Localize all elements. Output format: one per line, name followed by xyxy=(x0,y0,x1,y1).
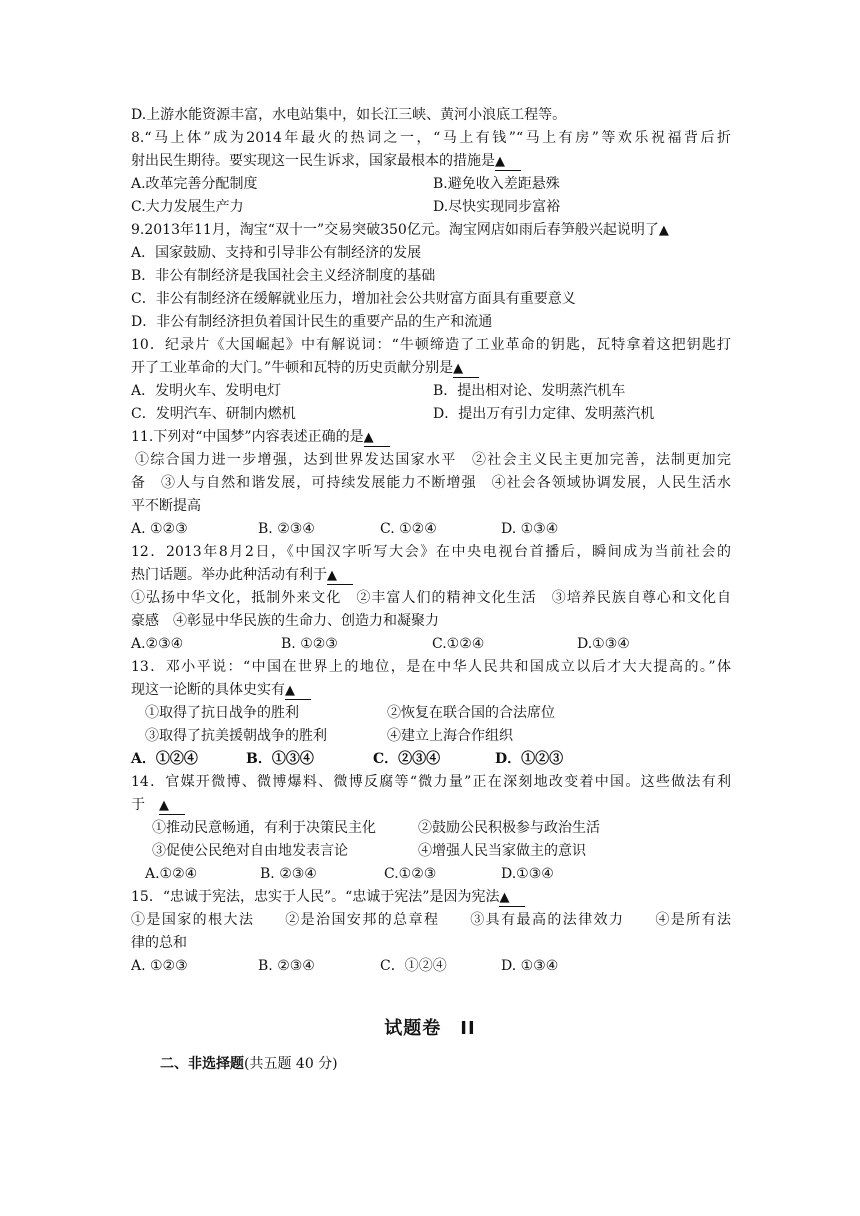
q7-option-d: D.上游水能资源丰富，水电站集中，如长江三峡、黄河小浪底工程等。 xyxy=(131,107,567,123)
q8-stem-line1: 8.“马上体”成为2014年最火的热词之一，“马上有钱”“马上有房”等欢乐祝福背后折 xyxy=(131,130,731,146)
q13-option-c: C．②③④ xyxy=(373,751,441,767)
q9-stem-text: 9.2013年11月，淘宝“双十一”交易突破350亿元。淘宝网店如雨后春笋般兴起说明了 xyxy=(131,222,659,238)
q13-item-2: ②恢复在联合国的合法席位 xyxy=(387,705,555,721)
q14-option-b: B. ②③④ xyxy=(260,866,317,882)
q12-option-a: A.②③④ xyxy=(131,636,184,652)
section-heading xyxy=(160,1053,338,1073)
triangle-marker: ▲ xyxy=(363,430,374,445)
q14-item-4: ④增强人民当家做主的意识 xyxy=(418,843,586,859)
q11-option-d: D. ①③④ xyxy=(501,521,559,537)
q11-items-line2: 备 ③人与自然和谐发展，可持续发展能力不断增强 ④社会各领域协调发展，人民生活水 xyxy=(131,475,731,491)
q13-item-4: ④建立上海合作组织 xyxy=(387,728,513,744)
triangle-marker: ▲ xyxy=(495,154,505,169)
q15-items-line1: ①是国家的根大法 ②是治国安邦的总章程 ③具有最高的法律效力 ④是所有法 xyxy=(131,912,731,928)
answer-blank xyxy=(285,682,311,700)
q12-items-line1: ①弘扬中华文化，抵制外来文化 ②丰富人们的精神文化生活 ③培养民族自尊心和文化自 xyxy=(131,590,731,606)
triangle-marker: ▲ xyxy=(285,683,295,698)
answer-blank xyxy=(364,429,390,447)
q15-option-b: B. ②③④ xyxy=(258,958,315,974)
triangle-marker: ▲ xyxy=(453,361,464,376)
q8-option-b: B.避免收入差距悬殊 xyxy=(433,176,560,192)
q13-option-a: A．①②④ xyxy=(131,751,198,767)
q12-stem-text: 热门话题。举办此种活动有利于 xyxy=(131,567,327,583)
answer-blank xyxy=(499,889,525,907)
q9-option-b: B．非公有制经济是我国社会主义经济制度的基础 xyxy=(131,268,436,284)
q12-items-line2: 豪感 ④彰显中华民族的生命力、创造力和凝聚力 xyxy=(131,613,439,629)
q11-items-line3: 平不断提高 xyxy=(131,498,201,514)
q12-option-b: B. ①②③ xyxy=(281,636,338,652)
q12-stem-line2 xyxy=(131,564,353,587)
section-note: (共五题 40 分) xyxy=(244,1056,338,1072)
q11-option-c: C. ①②④ xyxy=(380,521,437,537)
answer-blank xyxy=(327,567,353,585)
answer-blank xyxy=(453,360,479,378)
q13-stem-line1: 13．邓小平说：“中国在世界上的地位，是在中华人民共和国成立以后才大大提高的。”体 xyxy=(131,659,731,675)
q13-stem-line2 xyxy=(131,679,311,702)
triangle-marker: ▲ xyxy=(327,568,337,583)
q12-option-d: D.①③④ xyxy=(577,636,630,652)
q8-option-a: A.改革完善分配制度 xyxy=(131,176,258,192)
q14-stem-line1: 14．官媒开微博、微博爆料、微博反腐等“微力量”正在深刻地改变着中国。这些做法有利 xyxy=(131,774,731,790)
q8-option-c: C.大力发展生产力 xyxy=(131,199,244,215)
q15-option-d: D. ①③④ xyxy=(501,958,559,974)
q8-stem-text: 射出民生期待。要实现这一民生诉求，国家最根本的措施是 xyxy=(131,153,495,169)
q10-option-a: A．发明火车、发明电灯 xyxy=(131,383,282,399)
q10-stem-line1: 10．纪录片《大国崛起》中有解说词：“牛顿缔造了工业革命的钥匙，瓦特拿着这把钥匙打 xyxy=(131,337,731,353)
answer-blank xyxy=(159,797,185,815)
q15-option-a: A. ①②③ xyxy=(131,958,188,974)
q13-item-3: ③取得了抗美援朝战争的胜利 xyxy=(145,728,327,744)
q15-option-c: C．①②④ xyxy=(380,958,447,974)
q14-item-1: ①推动民意畅通，有利于决策民主化 xyxy=(152,820,376,836)
q12-stem-line1: 12．2013年8月2日，《中国汉字听写大会》在中央电视台首播后，瞬间成为当前社会的 xyxy=(131,544,731,560)
q9-option-a: A．国家鼓励、支持和引导非公有制经济的发展 xyxy=(131,245,422,261)
q8-stem-line2 xyxy=(131,150,521,173)
q11-option-b: B. ②③④ xyxy=(258,521,315,537)
q14-option-a: A.①②④ xyxy=(145,866,198,882)
q13-option-d: D．①②③ xyxy=(495,751,564,767)
section-title: 二、非选择题 xyxy=(160,1056,244,1072)
q11-items-line1: ①综合国力进一步增强，达到世界发达国家水平 ②社会主义民主更加完善，法制更加完 xyxy=(135,452,731,468)
q13-item-1: ①取得了抗日战争的胜利 xyxy=(145,705,299,721)
q11-stem xyxy=(131,426,390,449)
triangle-marker: ▲ xyxy=(658,223,669,238)
q8-option-d: D.尽快实现同步富裕 xyxy=(433,199,561,215)
paper-two-title: 试题卷 II xyxy=(384,1018,476,1039)
answer-blank xyxy=(495,153,521,171)
q13-stem-text: 现这一论断的具体史实有 xyxy=(131,682,285,698)
q10-stem-text: 开了工业革命的大门。”牛顿和瓦特的历史贡献分别是 xyxy=(131,360,454,376)
q10-stem-line2 xyxy=(131,357,479,380)
triangle-marker: ▲ xyxy=(499,890,510,905)
q14-stem-line2 xyxy=(131,794,185,817)
q9-stem-line1 xyxy=(131,219,669,242)
q10-option-d: D．提出万有引力定律、发明蒸汽机 xyxy=(433,406,655,422)
q14-option-c: C.①②③ xyxy=(384,866,437,882)
q14-item-2: ②鼓励公民积极参与政治生活 xyxy=(418,820,600,836)
q14-item-3: ③促使公民绝对自由地发表言论 xyxy=(152,843,348,859)
q11-option-a: A. ①②③ xyxy=(131,521,188,537)
q14-option-d: D.①③④ xyxy=(501,866,554,882)
q9-option-d: D．非公有制经济担负着国计民生的重要产品的生产和流通 xyxy=(131,314,493,330)
q14-stem-text: 于 xyxy=(131,797,145,813)
q15-stem-text: 15．“忠诚于宪法，忠实于人民”。“忠诚于宪法”是因为宪法 xyxy=(131,889,500,905)
q9-option-c: C．非公有制经济在缓解就业压力，增加社会公共财富方面具有重要意义 xyxy=(131,291,576,307)
q13-option-b: B．①③④ xyxy=(246,751,314,767)
q10-option-b: B．提出相对论、发明蒸汽机车 xyxy=(433,383,626,399)
q10-option-c: C．发明汽车、研制内燃机 xyxy=(131,406,296,422)
triangle-marker: ▲ xyxy=(159,798,169,813)
q15-stem xyxy=(131,886,525,909)
q15-items-line2: 律的总和 xyxy=(131,935,187,951)
q12-option-c: C.①②④ xyxy=(432,636,485,652)
q11-stem-text: 11.下列对“中国梦”内容表述正确的是 xyxy=(131,429,364,445)
